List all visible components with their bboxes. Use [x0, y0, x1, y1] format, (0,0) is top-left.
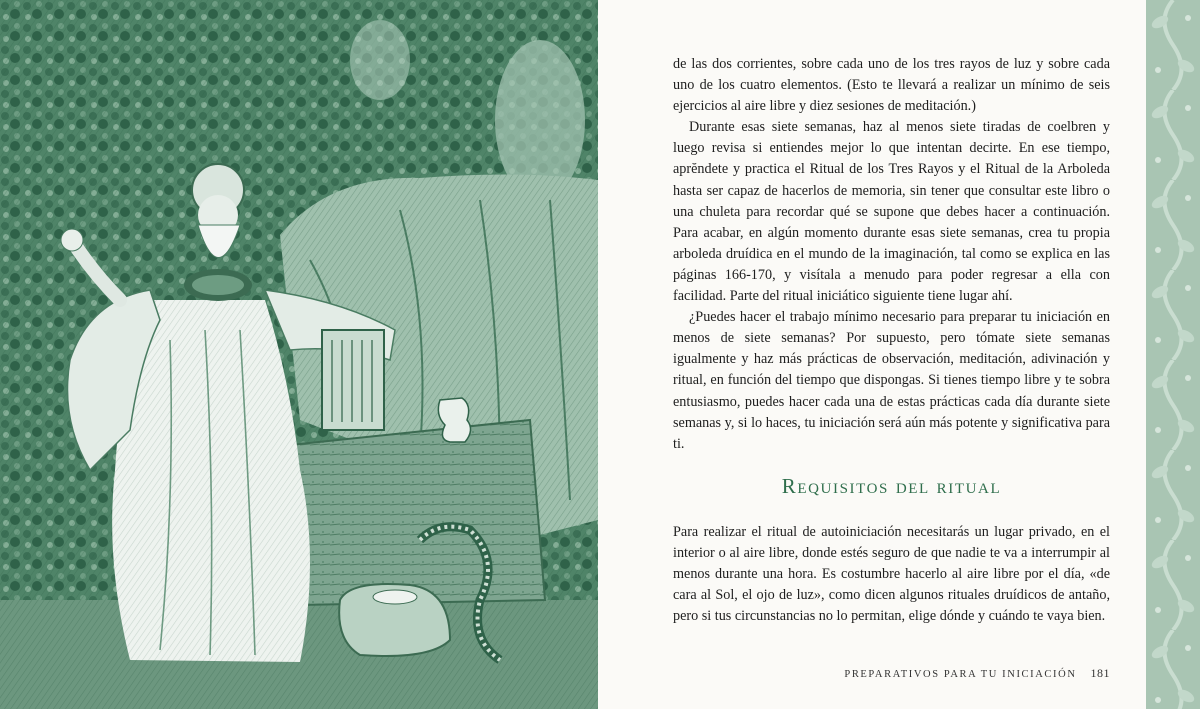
druid-illustration: [0, 0, 598, 709]
book-page: [598, 0, 1146, 709]
paragraph-continued: de las dos corrientes, sobre cada uno de los tres rayos de luz y sobre cada uno de los cuatro elementos. (Esto te llevará a realizar un mínimo de seis ejercicios al aire libre y diez sesiones de meditación.): [673, 56, 1110, 115]
body-text-bottom: [673, 522, 1110, 627]
section-heading: Requisitos del ritual: [781, 474, 1002, 498]
footer-title: PREPARATIVOS PARA TU INICIACIÓN: [844, 669, 1077, 680]
body-text-top: [673, 54, 1110, 455]
page-number: 181: [1090, 666, 1110, 680]
paragraph-minimum-work: ¿Puedes hacer el trabajo mínimo necesario para preparar tu iniciación en menos de siete semanas? Por supuesto, pero tómate siete semanas igualmente y haz más prácticas de observación, meditación, adivinación y ritual, en función del tiempo que dispongas. Si tienes tiempo libre y te sobra entusiasmo, puedes hacer cada una de estas prácticas cada día durante siete semanas y, si lo haces, tu iniciación será aún más potente y significativa para ti.: [673, 309, 1110, 452]
paragraph-seven-weeks: Durante esas siete semanas, haz al menos siete tiradas de coelbren y luego revisa si entiendes mejor lo que intentan decirte. En ese tiempo, aprĕndete y practica el Ritual de los Tres Rayos y el Ritual de la Arboleda hasta ser capaz de hacerlos de memoria, sin tener que consultar este libro o una chuleta para recordar qué se supone que debes hacer a continuación. Para acabar, en algún momento durante esas siete semanas, crea tu propia arboleda druídica en el mundo de la imaginación, tal como se explica en las páginas 166-170, y visítala a menudo para poder regresar a ella con facilidad. Parte del ritual iniciático siguiente tiene lugar ahí.: [673, 119, 1110, 305]
paragraph-ritual-requirements: Para realizar el ritual de autoiniciación necesitarás un lugar privado, en el interior o al aire libre, donde estés seguro de que nadie te va a interrumpir al menos durante una hora. Es costumbre hacerlo al aire libre por el día, «de cara al Sol, el ojo de luz», como dicen algunos rituales druídicos de antaño, pero si tus circunstancias no lo permitan, elige dónde y cuándo te vaya bien.: [673, 524, 1110, 625]
floral-border-strip: [1146, 0, 1200, 709]
running-footer: [673, 666, 1110, 681]
